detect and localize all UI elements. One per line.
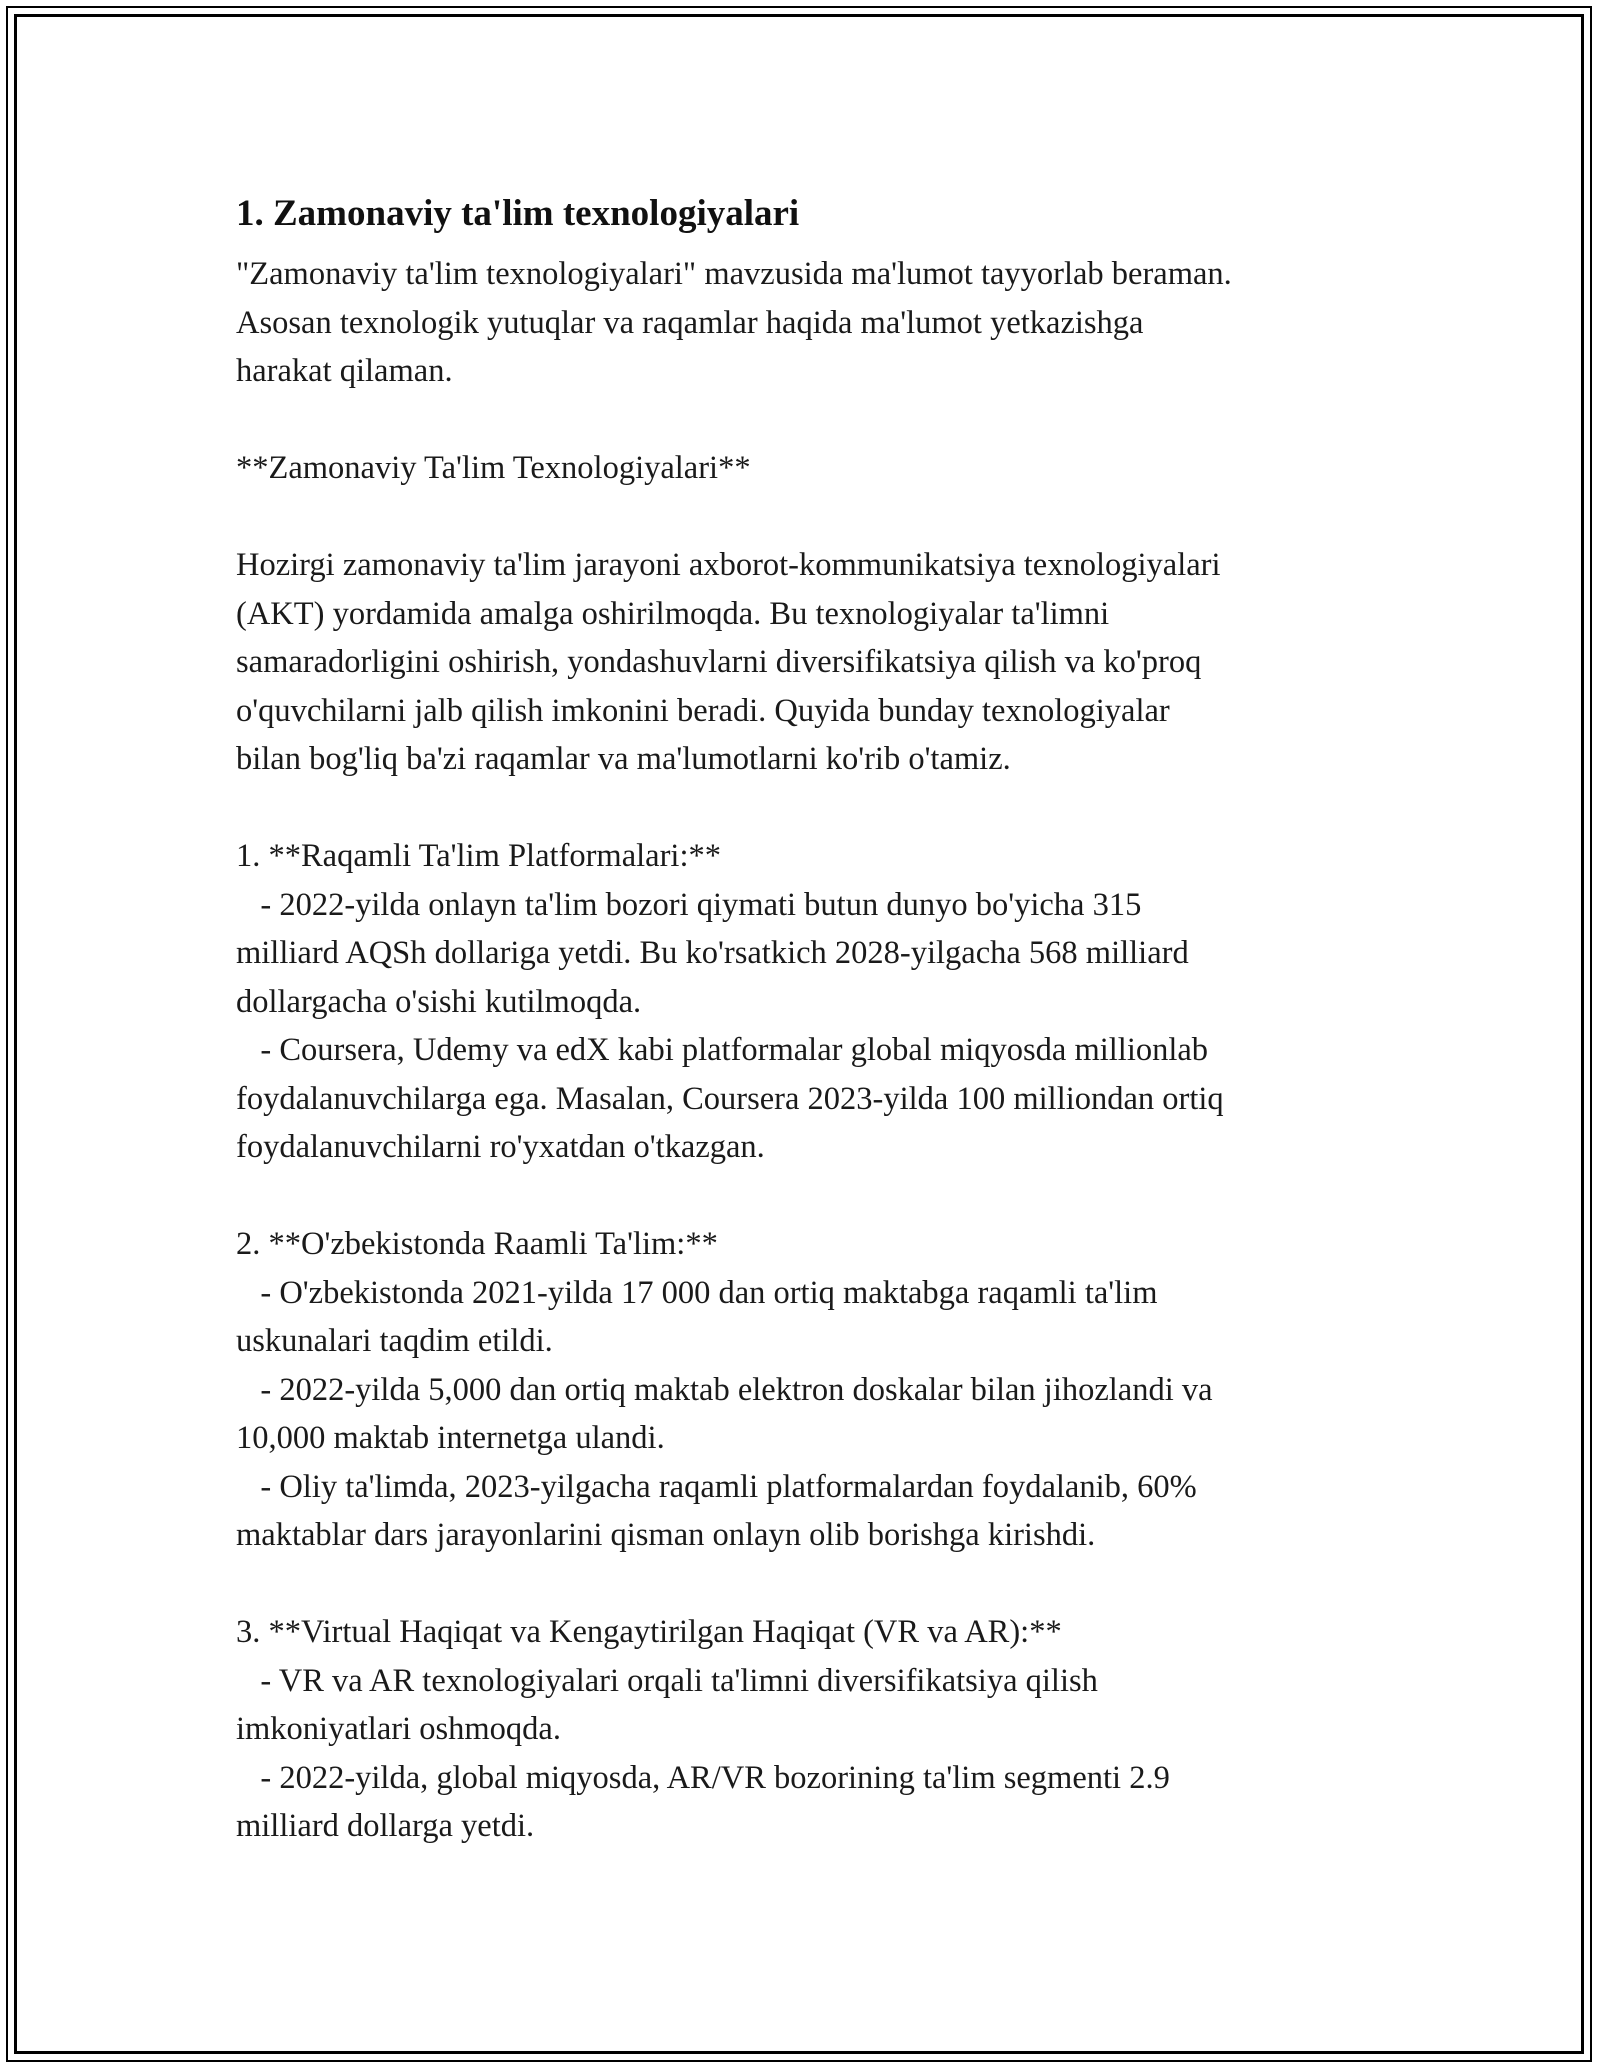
document-line: bilan bog'liq ba'zi raqamlar va ma'lumotlarni ko'rib o'tamiz.	[236, 741, 1011, 777]
document-line: "Zamonaviy ta'lim texnologiyalari" mavzusida ma'lumot tayyorlab beraman.	[236, 256, 1232, 292]
document-line: 2. **O'zbekistonda Raamli Ta'lim:**	[236, 1226, 718, 1262]
document-line	[236, 396, 1366, 445]
document-line	[236, 784, 1366, 833]
document-line: foydalanuvchilarga ega. Masalan, Coursera 2023-yilda 100 milliondan ortiq	[236, 1080, 1224, 1117]
document-line: - Oliy ta'limda, 2023-yilgacha raqamli platformalardan foydalanib, 60%	[236, 1468, 1197, 1505]
document-line: maktablar dars jarayonlarini qisman onlayn olib borishga kirishdi.	[236, 1517, 1096, 1553]
document-line: foydalanuvchilarni ro'yxatdan o'tkazgan.	[236, 1129, 765, 1165]
document-line: **Zamonaviy Ta'lim Texnologiyalari**	[236, 450, 751, 486]
document-line: (AKT) yordamida amalga oshirilmoqda. Bu texnologiyalar ta'limni	[236, 595, 1110, 632]
document-line: samaradorligini oshirish, yondashuvlarni diversifikatsiya qilish va ko'proq	[236, 644, 1202, 680]
document-line	[236, 493, 1366, 542]
document-line: uskunalari taqdim etildi.	[236, 1323, 553, 1359]
document-line	[236, 1560, 1366, 1609]
document-line: milliard dollarga yetdi.	[236, 1808, 535, 1844]
document-line: 3. **Virtual Haqiqat va Kengaytirilgan Haqiqat (VR va AR):**	[236, 1614, 1062, 1650]
document-line: - VR va AR texnologiyalari orqali ta'limni diversifikatsiya qilish	[236, 1662, 1098, 1699]
document-line: 10,000 maktab internetga ulandi.	[236, 1420, 665, 1456]
document-line: milliard AQSh dollariga yetdi. Bu ko'rsatkich 2028-yilgacha 568 milliard	[236, 935, 1189, 971]
document-line: - 2022-yilda onlayn ta'lim bozori qiymati butun dunyo bo'yicha 315	[236, 886, 1142, 923]
document-line: - O'zbekistonda 2021-yilda 17 000 dan ortiq maktabga raqamli ta'lim	[236, 1274, 1158, 1311]
document-line: dollargacha o'sishi kutilmoqda.	[236, 983, 642, 1020]
document-line: imkoniyatlari oshmoqda.	[236, 1711, 561, 1747]
document-body	[236, 250, 1366, 1851]
document-line: - 2022-yilda 5,000 dan ortiq maktab elektron doskalar bilan jihozlandi va	[236, 1371, 1213, 1408]
document-line: 1. **Raqamli Ta'lim Platformalari:**	[236, 838, 721, 874]
document-line: Hozirgi zamonaviy ta'lim jarayoni axborot-kommunikatsiya texnologiyalari	[236, 547, 1221, 583]
document-line: - 2022-yilda, global miqyosda, AR/VR bozorining ta'lim segmenti 2.9	[236, 1759, 1170, 1796]
document-line	[236, 1172, 1366, 1221]
document-title: 1. Zamonaviy ta'lim texnologiyalari	[236, 193, 800, 234]
document-line: harakat qilaman.	[236, 353, 453, 389]
document-line: o'quvchilarni jalb qilish imkonini beradi. Quyida bunday texnologiyalar	[236, 692, 1170, 729]
document-content	[236, 188, 1366, 1851]
document-line: - Coursera, Udemy va edX kabi platformalar global miqyosda millionlab	[236, 1032, 1209, 1068]
document-line: Asosan texnologik yutuqlar va raqamlar haqida ma'lumot yetkazishga	[236, 304, 1144, 341]
